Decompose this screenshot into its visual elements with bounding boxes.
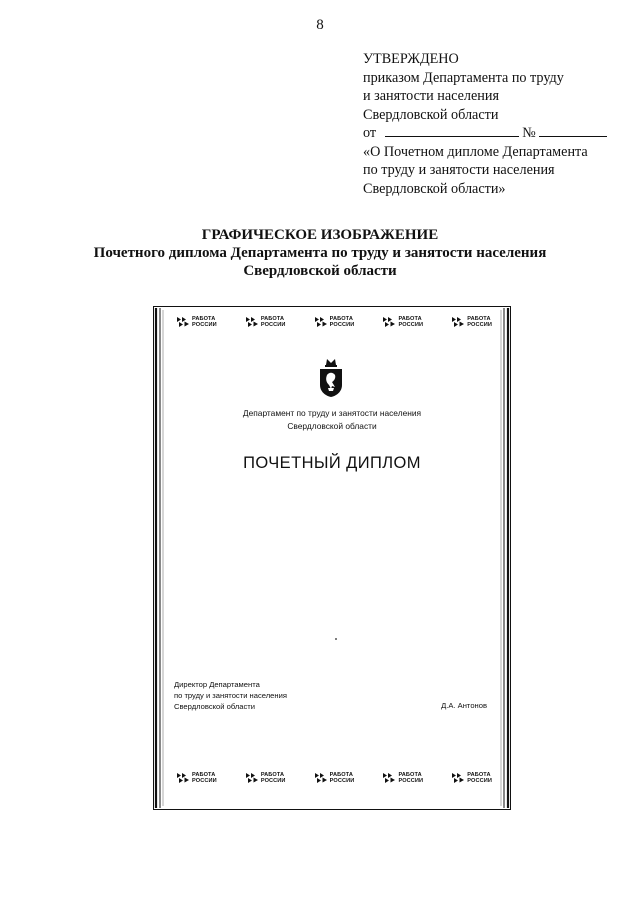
number-blank bbox=[539, 124, 607, 137]
approval-line: Свердловской области bbox=[363, 106, 499, 123]
diploma-image bbox=[153, 306, 511, 810]
logo-row-bottom bbox=[176, 772, 492, 784]
logo-text: РАБОТА РОССИИ bbox=[467, 772, 492, 784]
logo-text: РАБОТА РОССИИ bbox=[329, 316, 355, 328]
rabota-rossii-logo bbox=[245, 772, 286, 784]
diploma-heading: ПОЧЕТНЫЙ ДИПЛОМ bbox=[243, 454, 421, 472]
logo-text: РАБОТА РОССИИ bbox=[467, 316, 492, 328]
approval-heading: УТВЕРЖДЕНО bbox=[363, 51, 459, 67]
date-prefix: от bbox=[363, 125, 377, 141]
number-sign: № bbox=[522, 125, 536, 141]
title-line: ГРАФИЧЕСКОЕ ИЗОБРАЖЕНИЕ bbox=[201, 227, 439, 243]
arrow-mark-icon bbox=[382, 316, 396, 328]
arrow-mark-icon bbox=[451, 772, 465, 784]
arrow-mark-icon bbox=[176, 772, 190, 784]
rabota-rossii-logo bbox=[176, 316, 217, 328]
arrow-mark-icon bbox=[314, 316, 328, 328]
department-line: Свердловской области bbox=[287, 420, 377, 431]
approval-subject: по труду и занятости населения bbox=[363, 162, 555, 178]
department-name bbox=[153, 407, 511, 432]
approval-line: приказом Департамента по труду bbox=[363, 69, 564, 86]
arrow-mark-icon bbox=[245, 316, 259, 328]
rabota-rossii-logo bbox=[451, 772, 492, 784]
rabota-rossii-logo bbox=[314, 316, 355, 328]
department-line: Департамент по труду и занятости населения bbox=[242, 408, 422, 418]
approval-stamp bbox=[363, 50, 623, 198]
logo-row-top bbox=[176, 316, 492, 328]
logo-text: РАБОТА РОССИИ bbox=[260, 316, 286, 328]
arrow-mark-icon bbox=[245, 772, 259, 784]
rabota-rossii-logo bbox=[176, 772, 217, 784]
logo-text: РАБОТА РОССИИ bbox=[260, 772, 286, 784]
arrow-mark-icon bbox=[382, 772, 396, 784]
decorative-dot bbox=[335, 638, 337, 640]
logo-text: РАБОТА РОССИИ bbox=[398, 316, 424, 328]
rabota-rossii-logo bbox=[451, 316, 492, 328]
rabota-rossii-logo bbox=[314, 772, 355, 784]
approval-line: и занятости населения bbox=[363, 88, 500, 104]
title-line: Почетного диплома Департамента по труду и занятости населения bbox=[93, 245, 547, 261]
arrow-mark-icon bbox=[314, 772, 328, 784]
title-line: Свердловской области bbox=[243, 263, 397, 279]
date-blank bbox=[385, 124, 519, 137]
logo-text: РАБОТА РОССИИ bbox=[192, 316, 217, 328]
logo-text: РАБОТА РОССИИ bbox=[398, 772, 424, 784]
signer-line: по труду и занятости населения bbox=[174, 691, 287, 700]
rabota-rossii-logo bbox=[245, 316, 286, 328]
signer-line: Директор Департамента bbox=[174, 680, 260, 689]
signer-line: Свердловской области bbox=[174, 702, 256, 711]
approval-subject: Свердловской области» bbox=[363, 180, 506, 197]
logo-text: РАБОТА РОССИИ bbox=[329, 772, 355, 784]
approval-subject: «О Почетном дипломе Департамента bbox=[363, 143, 588, 160]
document-title bbox=[0, 226, 640, 280]
page-number: 8 bbox=[316, 17, 324, 33]
signer-name: Д.А. Антонов bbox=[441, 701, 487, 710]
arrow-mark-icon bbox=[176, 316, 190, 328]
rabota-rossii-logo bbox=[382, 316, 423, 328]
arrow-mark-icon bbox=[451, 316, 465, 328]
signer-block bbox=[174, 679, 287, 712]
approval-date-line bbox=[363, 124, 623, 143]
logo-text: РАБОТА РОССИИ bbox=[192, 772, 217, 784]
rabota-rossii-logo bbox=[382, 772, 423, 784]
coat-of-arms-icon bbox=[318, 358, 344, 398]
